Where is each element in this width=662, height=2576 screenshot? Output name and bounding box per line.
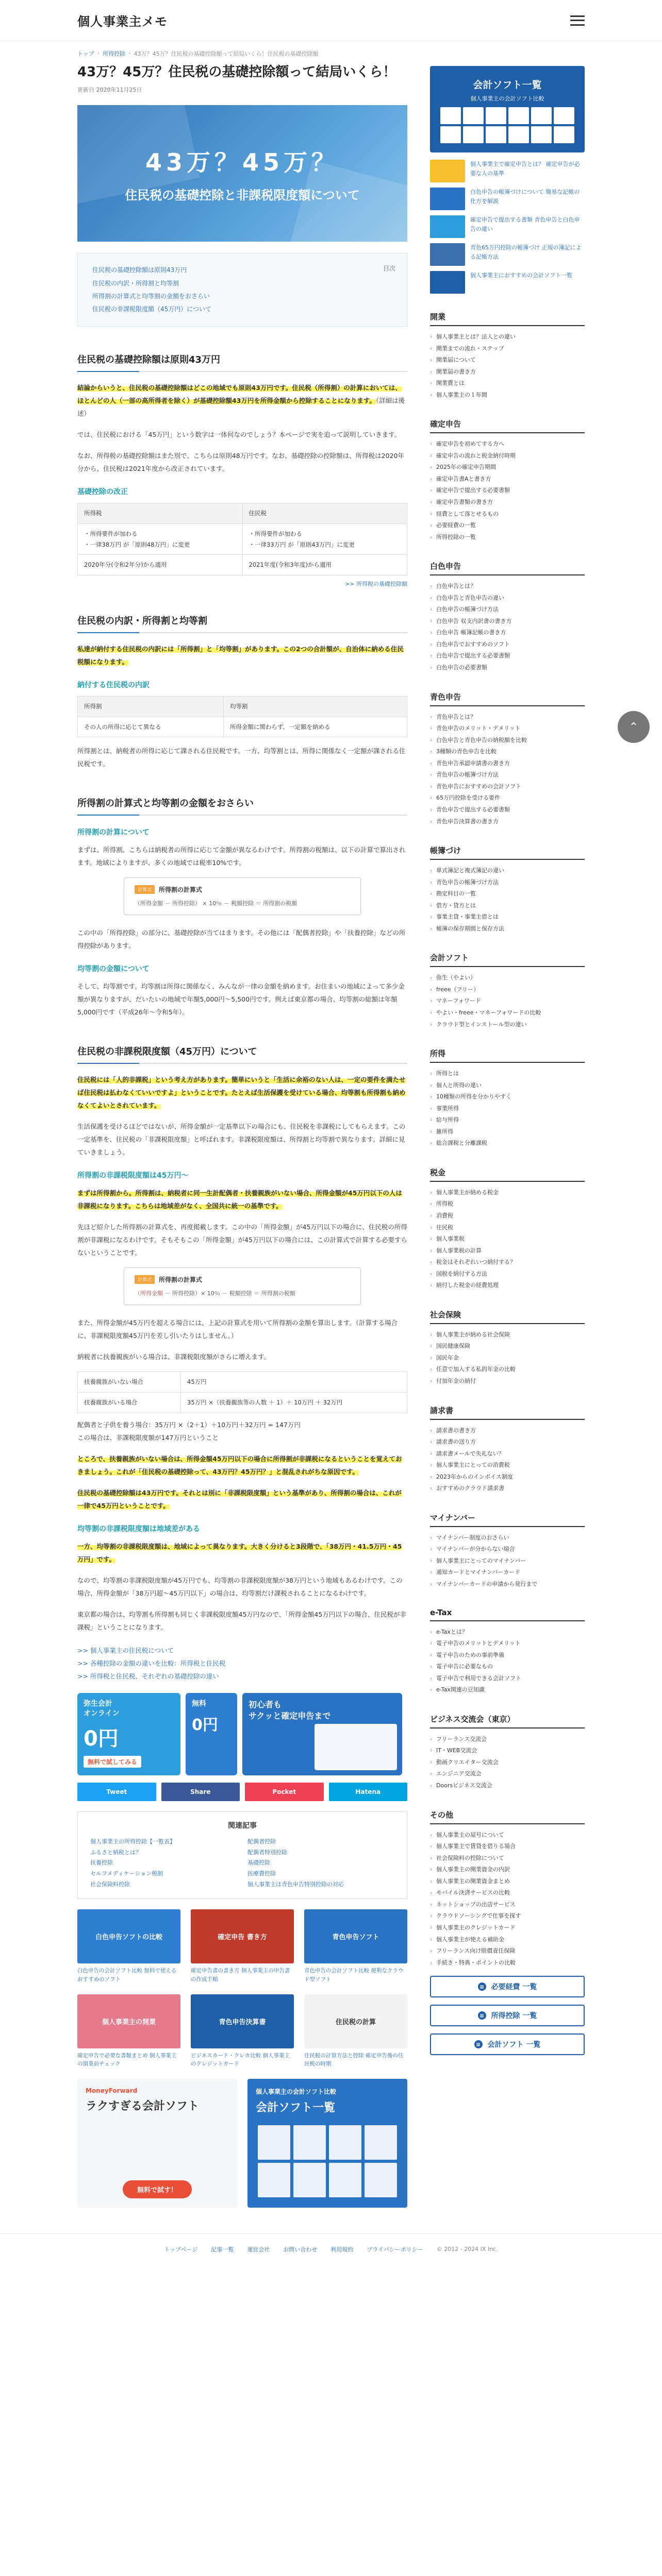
category-link[interactable]: › 国民年金 <box>430 1352 585 1364</box>
list-icon: ≡ <box>474 2040 483 2048</box>
bottom-banners <box>77 2079 407 2208</box>
related-link[interactable]: >> 個人事業主の住民税について <box>77 1646 174 1654</box>
breadcrumb-category[interactable]: 所得控除 <box>103 50 126 57</box>
category-link[interactable]: › 所得税 <box>430 1198 585 1210</box>
sidebar-category <box>430 1309 585 1387</box>
footer-link[interactable]: 利用規約 <box>330 2246 354 2253</box>
category-link[interactable]: › 個人事業主の開業資金の内訳 <box>430 1864 585 1876</box>
category-link[interactable]: › 税金はそれぞれいつ納付する？ <box>430 1257 585 1268</box>
moneyforward-banner[interactable]: MoneyForward ラクすぎる会計ソフト 無料で試す！ <box>77 2079 237 2208</box>
category-link[interactable]: › 白色申告の必要書類 <box>430 662 585 674</box>
category-link[interactable]: › 青色申告におすすめの会計ソフト <box>430 781 585 793</box>
deduction-revision-table: 所得税 住民税 ・所得要件が加わる ・一律38万円 が「原則48万円」に変更 ・所得要件が加わる ・一律33万円 が「原則43万円」に変更 2020年分(令和2年分)から適用 2021年度(令和3年度)から適用 <box>77 503 407 575</box>
site-footer <box>0 2233 662 2264</box>
facebook-share-button[interactable]: Share <box>161 1783 240 1801</box>
related-article-link[interactable]: 配偶者特別控除 <box>247 1849 287 1856</box>
category-link[interactable]: › 消費税 <box>430 1210 585 1222</box>
category-link[interactable]: › 所得とは <box>430 1068 585 1080</box>
category-link[interactable]: › 個人事業税 <box>430 1233 585 1245</box>
paragraph: 住民税には「人的非課税」という考え方があります。簡単にいうと「生活に余裕のない人は、一定の要件を満たせば住民税は払わなくていいですよ」ということです。たとえば生活保護を受けている場合、均等割も所得割も納めなくてよいとされています。 <box>77 1076 406 1110</box>
paragraph: では、住民税における「45万円」という数字は一体何なのでしょう？本ページで実を追って説明していきます。 <box>77 431 401 439</box>
sidebar-featured-article[interactable] <box>430 215 585 238</box>
featured-title[interactable]: 青色65万円控除の帳簿づけ 正規の簿記による記帳方法 <box>470 244 582 260</box>
category-title: 青色申告 <box>430 691 585 706</box>
category-link[interactable]: › 勘定科目の一覧 <box>430 888 585 900</box>
eyecatch-image <box>77 105 407 242</box>
category-link[interactable]: › 個人事業主が納める社会保険 <box>430 1329 585 1341</box>
sidebar <box>430 41 585 2228</box>
paragraph: 所得割とは、納税者の所得に応じて課される住民税です。一方、均等割とは、所得に関係なく一定額が課される住民税です。 <box>77 747 406 768</box>
eyecatch-heading: 43万？45万？ <box>145 148 340 177</box>
formula-box: 計算式 所得割の計算式 （所得金額 － 所得控除）× 10％ － 税額控除 ＝ 所得割の税額 <box>124 1267 361 1305</box>
category-title: ビジネス交流会（東京） <box>430 1714 585 1728</box>
category-link[interactable]: › 経費として落とせるもの <box>430 509 585 520</box>
category-title: e-Tax <box>430 1608 585 1621</box>
footer-link[interactable]: プライバシーポリシー <box>367 2246 423 2253</box>
category-title: その他 <box>430 1809 585 1824</box>
category-link[interactable]: › 付加年金の納付 <box>430 1376 585 1387</box>
category-link[interactable]: › 個人事業主とは？法人との違い <box>430 331 585 343</box>
related-link[interactable]: >> 各種控除の金額の違いを比較：所得税と住民税 <box>77 1659 226 1667</box>
category-link[interactable]: › おすすめのクラウド請求書 <box>430 1483 585 1495</box>
related-article-link[interactable]: 扶養控除 <box>90 1859 113 1867</box>
category-link[interactable]: › 国税を納付する方法 <box>430 1268 585 1280</box>
article-card[interactable] <box>304 1994 407 2069</box>
subheading: 基礎控除の改正 <box>77 488 128 497</box>
sidebar-category <box>430 845 585 935</box>
sidebar-category <box>430 1405 585 1495</box>
subheading: 納付する住民税の内訳 <box>77 681 150 689</box>
toc-item[interactable]: 住民税の内訳・所得割と均等割 <box>92 279 179 287</box>
subheading: 所得割の計算について <box>77 828 150 837</box>
card-thumbnail[interactable]: 青色申告決算書 <box>191 1994 294 2048</box>
related-article-link[interactable]: 社会保険料控除 <box>90 1881 130 1888</box>
sidebar-featured-article[interactable] <box>430 188 585 210</box>
sidebar-featured-article[interactable] <box>430 243 585 266</box>
category-link[interactable]: › 必要経費の一覧 <box>430 520 585 532</box>
category-link[interactable]: › 青色申告の帳簿づけ方法 <box>430 769 585 781</box>
footer-link[interactable]: 運営会社 <box>247 2246 270 2253</box>
yayoi-banner[interactable]: 弥生会計 オンライン 0円 無料で試してみる <box>77 1693 180 1775</box>
paragraph: なので、均等割の非課税限度額が45万円でも、均等割の非課税限度額が38万円という地域もあるわけです。この場合、所得金額が「38万円超～45万円以下」の場合は、均等割だけ課税されることになるわけです。 <box>77 1576 403 1597</box>
free-trial-button[interactable]: 無料で試す！ <box>123 2180 192 2198</box>
category-link[interactable]: › 電子申告のメリットとデメリット <box>430 1638 585 1650</box>
category-link[interactable]: › 白色申告で提出する必要書類 <box>430 650 585 662</box>
category-link[interactable]: › 青色申告の帳簿づけ方法 <box>430 877 585 889</box>
category-title: 帳簿づけ <box>430 845 585 860</box>
category-link[interactable]: › 開業届について <box>430 354 585 366</box>
category-link[interactable]: › 給与所得 <box>430 1114 585 1126</box>
related-link[interactable]: >> 所得税と住民税、それぞれの基礎控除の違い <box>77 1672 219 1680</box>
site-header <box>0 0 662 41</box>
category-link[interactable]: › ネットショップの出店サービス <box>430 1899 585 1911</box>
category-link[interactable]: › 手続き・特典・ポイントの比較 <box>430 1957 585 1969</box>
eyecatch-subheading: 住民税の基礎控除と非課税限度額について <box>125 188 360 203</box>
list-icon: ≡ <box>478 2011 486 2020</box>
related-article-link[interactable]: 基礎控除 <box>247 1859 270 1867</box>
sidebar-featured-article[interactable] <box>430 271 585 294</box>
category-link[interactable]: › 総合課税と分離課税 <box>430 1138 585 1149</box>
card-caption[interactable]: 確定申告書の書き方 個人事業主の申告書の作成手順 <box>191 1968 290 1982</box>
card-caption[interactable]: 確定申告で必要な書類まとめ 個人事業主の開業前チェック <box>77 2052 177 2067</box>
category-link[interactable]: › 個人事業主の１年間 <box>430 389 585 401</box>
featured-thumbnail[interactable] <box>430 271 465 294</box>
paragraph: また、所得金額が45万円を超える場合には、上記の計算式を用いて所得割の金額を算出します。（計算する場合に、非課税限度額45万円を差し引いたりはしません。） <box>77 1319 398 1340</box>
category-link[interactable]: › 青色申告のメリット・デメリット <box>430 723 585 735</box>
category-link[interactable]: › 白色申告の帳簿づけ方法 <box>430 604 585 616</box>
sidebar-software-ad[interactable]: 会計ソフト一覧 個人事業主の会計ソフト比較 <box>430 66 585 152</box>
card-caption[interactable]: 住民税の計算方法と控除 確定申告後の住民税の時期 <box>304 2052 404 2067</box>
sidebar-featured-article[interactable] <box>430 160 585 182</box>
paragraph: 納税者に扶養親族がいる場合は、非課税限度額がさらに増えます。 <box>77 1353 271 1361</box>
copyright: © 2012 - 2024 IX Inc. <box>436 2246 498 2253</box>
article-card[interactable] <box>304 1909 407 1984</box>
paragraph: 私達が納付する住民税の内訳には「所得割」と「均等割」があります。この2つの合計額が、自治体に納める住民税額になります。 <box>77 645 404 666</box>
category-link[interactable]: › 電子申告に必要なもの <box>430 1661 585 1673</box>
related-article-link[interactable]: セルフメディケーション税制 <box>90 1870 163 1877</box>
breadcrumb-current: 43万？45万？住民税の基礎控除額って結局いくら！住民税の基礎控除額 <box>134 50 319 57</box>
category-link[interactable]: › 青色申告承認申請書の書き方 <box>430 758 585 770</box>
section-heading-breakdown: 住民税の内訳・所得割と均等割 <box>77 614 407 633</box>
paragraph: 東京都の場合は、均等割も所得割も同じく非課税限度額45万円なので、「所得金額45万円以下の場合、住民税が非課税」ということになります。 <box>77 1610 406 1631</box>
category-link[interactable]: › 個人事業主にとっての消費税 <box>430 1460 585 1471</box>
subheading: 均等割の金額について <box>77 965 150 974</box>
paragraph: 先ほど紹介した所得割の計算式を、再度掲載します。この中の「所得金額」が45万円以下の場合に、住民税の所得割が非課税になるわけです。そもそもこの「所得金額」が45万円以下の場合には、この計算式で計算する必要すらないということです。 <box>77 1223 407 1257</box>
expenses-list-button[interactable]: ≡ 必要経費 一覧 <box>430 1976 585 1997</box>
category-link[interactable]: › フリーランス交流会 <box>430 1734 585 1745</box>
toc-item[interactable]: 住民税の基礎控除額は原則43万円 <box>92 266 187 274</box>
pocket-button[interactable]: Pocket <box>245 1783 324 1801</box>
category-link[interactable]: › 白色申告 収支内訳書の書き方 <box>430 616 585 628</box>
beginner-banner[interactable]: 初心者も サクッと確定申告まで <box>242 1693 402 1775</box>
category-link[interactable]: › 事業主貸・事業主借とは <box>430 911 585 923</box>
breadcrumb: トップ › 所得控除 › 43万？45万？住民税の基礎控除額って結局いくら！住民税の基礎控除額 <box>77 49 319 57</box>
category-link[interactable]: › 2025年の確定申告期間 <box>430 462 585 473</box>
related-articles: 関連記事 個人事業主の所得控除【一覧表】 配偶者控除 ふるさと納税とは？ 配偶者特別控除 扶養控除 基礎控除 セルフメディケーション税制 医療費控除 社会保険料控除 個人事業主は青色申告特別控除の対応 <box>77 1811 407 1899</box>
category-link[interactable]: › 開業までの流れ・ステップ <box>430 343 585 355</box>
tweet-button[interactable]: Tweet <box>77 1783 156 1801</box>
category-link[interactable]: › 納付した税金の経費処理 <box>430 1280 585 1292</box>
main-content <box>77 41 407 2228</box>
category-link[interactable]: › Doorsビジネス交流会 <box>430 1780 585 1792</box>
page-wrapper <box>0 41 662 2228</box>
category-link[interactable]: › 帳簿の保存期間と保存方法 <box>430 923 585 935</box>
category-title: 白色申告 <box>430 561 585 575</box>
category-link[interactable]: › 確定申告を初めてする方へ <box>430 438 585 450</box>
category-link[interactable]: › e-Taxとは？ <box>430 1626 585 1638</box>
card-caption[interactable]: 白色申告の会計ソフト比較 無料で使えるおすすめのソフト <box>77 1968 177 1982</box>
category-link[interactable]: › やよい・freee・マネーフォワードの比較 <box>430 1007 585 1019</box>
category-link[interactable]: › 個人事業主で賃貸を借りる場合 <box>430 1841 585 1853</box>
toc-item[interactable]: 所得割の計算式と均等割の金額をおさらい <box>92 292 210 300</box>
page-title: 43万？45万？住民税の基礎控除額って結局いくら！ <box>77 64 396 80</box>
category-link[interactable]: › 個人事業主の開業資金まとめ <box>430 1876 585 1888</box>
category-title: 請求書 <box>430 1405 585 1420</box>
card-thumbnail[interactable]: 確定申告 書き方 <box>191 1909 294 1963</box>
category-link[interactable]: › 請求書の送り方 <box>430 1436 585 1448</box>
category-link[interactable]: › 電子申告のための事前準備 <box>430 1650 585 1662</box>
free-banner[interactable]: 無料 0円 <box>186 1693 237 1775</box>
category-link[interactable]: › 青色申告とは？ <box>430 711 585 723</box>
featured-title[interactable]: 白色申告の帳簿づけについて 簡易な記帳の仕方を解説 <box>470 189 580 205</box>
article-card[interactable] <box>191 1909 294 1984</box>
paragraph: そして、均等割です。均等割は所得に関係なく、みんなが一律の金額を納めます。お住まいの地域によって多少金額が異なりますが、だいたいの地域で年額5,000円～5,500円です。例えば東京都の場合、均等割の総額は年額5,000円です（平成26年～令和5年）。 <box>77 982 405 1016</box>
sidebar-category <box>430 1608 585 1696</box>
breadcrumb-home[interactable]: トップ <box>77 50 94 57</box>
paragraph: この中の「所得控除」の部分に、基礎控除が当てはまります。その他には「配偶者控除」や「扶養控除」などの所得控除があります。 <box>77 929 406 950</box>
card-thumbnail[interactable]: 白色申告ソフトの比較 <box>77 1909 180 1963</box>
category-link[interactable]: › 単式簿記と複式簿記の違い <box>430 865 585 877</box>
subheading: 所得割の非課税限度額は45万円～ <box>77 1172 189 1180</box>
category-link[interactable]: › 借方・貸方とは <box>430 900 585 912</box>
category-link[interactable]: › 個人事業税の計算 <box>430 1245 585 1257</box>
category-link[interactable]: › 請求書メールで失礼ない？ <box>430 1448 585 1460</box>
paragraph: 生活保護を受けるほどではないが、所得金額が一定基準以下の場合にも、住民税を非課税にしてもらえます。この一定基準を、住民税の「非課税限度額」と呼ばれます。非課税限度額は、所得割と均等割で異なります。詳細に見ていきましょう。 <box>77 1123 406 1157</box>
category-link[interactable]: › 開業届の書き方 <box>430 366 585 378</box>
category-link[interactable]: › 住民税 <box>430 1222 585 1234</box>
related-article-link[interactable]: 個人事業主は青色申告特別控除の対応 <box>247 1881 344 1888</box>
paragraph: なお、所得税の基礎控除額はまた別で、こちらは原則48万円です。なお、基礎控除の控除額は、所得税は2020年分から、住民税は2021年度から改正されています。 <box>77 452 404 473</box>
sidebar-category <box>430 691 585 827</box>
category-title: マイナンバー <box>430 1512 585 1527</box>
paragraph: 配偶者と子供を養う場合：35万円 ×（2＋1）＋10万円＋32万円 = 147万円 この場合は、非課税限度額が147万円ということ <box>77 1420 301 1442</box>
category-link[interactable]: › 白色申告 帳簿記帳の書き方 <box>430 627 585 639</box>
sidebar-category <box>430 1714 585 1792</box>
sidebar-category <box>430 311 585 401</box>
inline-related-links <box>77 1644 407 1683</box>
footer-link[interactable]: お問い合わせ <box>283 2246 318 2253</box>
category-link[interactable]: › 個人と所得の違い <box>430 1080 585 1092</box>
toc-item[interactable]: 住民税の非課税限度額（45万円）について <box>92 305 212 313</box>
category-link[interactable]: › マイナンバーが分からない場合 <box>430 1544 585 1555</box>
category-title: 社会保険 <box>430 1309 585 1324</box>
related-article-link[interactable]: 医療費控除 <box>247 1870 276 1877</box>
category-link[interactable]: › 国民健康保険 <box>430 1341 585 1352</box>
article-cards <box>77 1909 407 2069</box>
category-link[interactable]: › 10種類の所得を分かりやすく <box>430 1091 585 1103</box>
card-thumbnail[interactable]: 青色申告ソフト <box>304 1909 407 1963</box>
category-title: 開業 <box>430 311 585 326</box>
paragraph: 結論からいうと、住民税の基礎控除額はどこの地域でも原則43万円です。住民税（所得割）の計算においては、ほとんどの人（一部の高所得者を除く）が基礎控除額43万円を所得金額から控除することになります。（詳細は後述） <box>77 384 405 418</box>
category-link[interactable]: › 事業所得 <box>430 1103 585 1115</box>
article-card[interactable] <box>77 1994 180 2069</box>
category-link[interactable]: › 65万円控除を受ける要件 <box>430 792 585 804</box>
category-link[interactable]: › e-Tax関連の豆知識 <box>430 1684 585 1696</box>
category-title: 税金 <box>430 1167 585 1182</box>
accounting-software-banner[interactable]: 個人事業主の会計ソフト比較 会計ソフト一覧 <box>247 2079 407 2208</box>
table-of-contents <box>77 253 407 327</box>
card-caption[interactable]: ビジネスカード・クレカ比較 個人事業主のクレジットカード <box>191 2052 290 2067</box>
related-article-link[interactable]: ふるさと納税とは？ <box>90 1849 141 1856</box>
category-link[interactable]: › 白色申告と青色申告の違い <box>430 592 585 604</box>
income-tax-deduction-link[interactable]: >> 所得税の基礎控除額 <box>345 580 407 587</box>
featured-title[interactable]: 確定申告で提出する書類 青色申告と白色申告の違い <box>470 216 580 232</box>
list-icon: ≡ <box>478 1982 486 1991</box>
card-thumbnail[interactable]: 個人事業主の開業 <box>77 1994 180 2048</box>
sidebar-category <box>430 1167 585 1292</box>
category-link[interactable]: › モバイル決済サービスの比較 <box>430 1887 585 1899</box>
category-link[interactable]: › IT・WEB交流会 <box>430 1745 585 1757</box>
category-link[interactable]: › 確定申告書類の書き方 <box>430 497 585 509</box>
section-heading-nontaxable: 住民税の非課税限度額（45万円）について <box>77 1044 407 1064</box>
category-link[interactable]: › 確定申告で提出する必要書類 <box>430 485 585 497</box>
category-link[interactable]: › freee（フリー） <box>430 984 585 996</box>
deductions-list-button[interactable]: ≡ 所得控除 一覧 <box>430 2005 585 2026</box>
sidebar-category <box>430 418 585 543</box>
featured-thumbnail[interactable] <box>430 243 465 266</box>
category-link[interactable]: › クラウドソーシングで仕事を探す <box>430 1910 585 1922</box>
hamburger-menu-icon[interactable] <box>570 15 585 26</box>
category-link[interactable]: › 個人事業主が使える補助金 <box>430 1934 585 1946</box>
category-title: 会計ソフト <box>430 952 585 967</box>
category-link[interactable]: › 電子申告で利用できる会計ソフト <box>430 1673 585 1685</box>
category-link[interactable]: › 所得控除の一覧 <box>430 532 585 544</box>
category-link[interactable]: › 開業費とは <box>430 378 585 389</box>
category-link[interactable]: › 青色申告で提出する必要書類 <box>430 804 585 816</box>
category-link[interactable]: › 通知カードとマイナンバーカード <box>430 1567 585 1579</box>
formula-box: 計算式 所得割の計算式 （所得金額 － 所得控除） × 10％ － 税額控除 ＝ 所得割の税額 <box>124 877 361 915</box>
sidebar-category <box>430 561 585 673</box>
featured-title[interactable]: 個人事業主で確定申告とは？ 確定申告が必要な人の基準 <box>470 161 580 177</box>
category-link[interactable]: › 白色申告とは？ <box>430 581 585 592</box>
category-link[interactable]: › 3種類の青色申告を比較 <box>430 746 585 758</box>
category-link[interactable]: › 個人事業主のクレジットカード <box>430 1922 585 1934</box>
category-title: 所得 <box>430 1048 585 1063</box>
category-link[interactable]: › 弥生（やよい） <box>430 972 585 984</box>
category-link[interactable]: › 社会保険料の控除について <box>430 1853 585 1865</box>
scroll-to-top-icon[interactable]: ⌃ <box>618 711 650 743</box>
category-link[interactable]: › 青色申告決算書の書き方 <box>430 816 585 828</box>
tax-breakdown-table: 所得割 均等割 その人の所得に応じて異なる 所得金額に関わらず、一定額を納める <box>77 696 407 737</box>
category-link[interactable]: › クラウド型とインストール型の違い <box>430 1019 585 1031</box>
hatena-button[interactable]: Hatena <box>329 1783 408 1801</box>
footer-link[interactable]: 記事一覧 <box>211 2246 234 2253</box>
category-link[interactable]: › 確定申告の流れと税金納付時期 <box>430 450 585 462</box>
share-buttons <box>77 1783 407 1801</box>
category-link[interactable]: › マイナンバー制度のおさらい <box>430 1532 585 1544</box>
featured-title[interactable]: 個人事業主におすすめの会計ソフト一覧 <box>470 272 573 279</box>
ad-banners <box>77 1693 407 1775</box>
category-link[interactable]: › エンジニア交流会 <box>430 1768 585 1780</box>
category-link[interactable]: › 白色申告と青色申告の納税額を比較 <box>430 735 585 747</box>
related-article-link[interactable]: 配偶者控除 <box>247 1838 276 1845</box>
software-list-button[interactable]: ≡ 会計ソフト 一覧 <box>430 2033 585 2055</box>
category-link[interactable]: › 確定申告書Aと書き方 <box>430 473 585 485</box>
category-title: 確定申告 <box>430 418 585 433</box>
site-logo[interactable]: 個人事業主メモ <box>77 14 168 29</box>
category-link[interactable]: › フリーランス向け賠償責任保険 <box>430 1945 585 1957</box>
category-link[interactable]: › 個人事業主の屋号について <box>430 1829 585 1841</box>
category-link[interactable]: › 雑所得 <box>430 1126 585 1138</box>
category-link[interactable]: › 個人事業主が納める税金 <box>430 1187 585 1199</box>
category-link[interactable]: › 請求書の書き方 <box>430 1425 585 1437</box>
article-card[interactable] <box>77 1909 180 1984</box>
category-link[interactable]: › 個人事業主にとってのマイナンバー <box>430 1555 585 1567</box>
card-caption[interactable]: 青色申告の会計ソフト比較 便利なクラウド型ソフト <box>304 1968 404 1982</box>
category-link[interactable]: › 2023年からのインボイス制度 <box>430 1471 585 1483</box>
sidebar-category <box>430 1048 585 1149</box>
card-thumbnail[interactable]: 住民税の計算 <box>304 1994 407 2048</box>
sidebar-category <box>430 1512 585 1590</box>
sidebar-category <box>430 952 585 1030</box>
nontaxable-limit-table: 扶養親族がいない場合 45万円 扶養親族がいる場合 35万円 ×（扶養親族等の人数 ＋ 1）＋ 10万円 ＋ 32万円 <box>77 1371 407 1413</box>
category-link[interactable]: › 任意で加入する私的年金の比較 <box>430 1364 585 1376</box>
paragraph: ところで、扶養親族がいない場合は、所得金額45万円以下の場合に所得割が非課税になるということを覚えておきましょう。これが「住民税の基礎控除って、43万円？45万円？」と混乱されがちな原因です。 <box>77 1454 402 1476</box>
section-heading-formula: 所得割の計算式と均等割の金額をおさらい <box>77 796 407 816</box>
toc-label[interactable]: 目次 <box>383 265 395 273</box>
featured-thumbnail[interactable] <box>430 160 465 182</box>
related-article-link[interactable]: 個人事業主の所得控除【一覧表】 <box>90 1838 175 1845</box>
category-link[interactable]: › マネーフォワード <box>430 995 585 1007</box>
paragraph: 一方、均等割の非課税限度額は、地域によって異なります。大きく分けると3段階で、「38万円・41.5万円・45万円」です。 <box>77 1542 402 1563</box>
subheading: 均等割の非課税限度額は地域差がある <box>77 1524 200 1533</box>
paragraph: まずは所得割から。所得割は、納税者に同一生計配偶者・扶養親族がいない場合、所得金額が45万円以下の人は非課税になります。こちらは地域差がなく、全国共に統一の基準です。 <box>77 1189 402 1210</box>
article-card[interactable] <box>191 1994 294 2069</box>
featured-thumbnail[interactable] <box>430 188 465 210</box>
category-link[interactable]: › マイナンバーカードの申請から発行まで <box>430 1579 585 1590</box>
section-heading-basic-deduction: 住民税の基礎控除額は原則43万円 <box>77 352 407 372</box>
updated-date: 更新日 2020年11月25日 <box>77 87 142 94</box>
footer-link[interactable]: トップページ <box>164 2246 198 2253</box>
featured-thumbnail[interactable] <box>430 215 465 238</box>
category-link[interactable]: › 動画クリエイター交流会 <box>430 1757 585 1769</box>
paragraph: 住民税の基礎控除額は43万円です。それとは別に「非課税限度額」という基準があり、所得割の場合は、これが一律で45万円ということです。 <box>77 1488 402 1510</box>
category-link[interactable]: › 白色申告でおすすめのソフト <box>430 639 585 651</box>
paragraph: まずは、所得割。こちらは納税者の所得に応じて金額が異なるわけです。所得割の税額は、以下の計算で算出されます。地域によりますが、多くの地域では税率10%です。 <box>77 846 406 867</box>
sidebar-category <box>430 1809 585 1969</box>
